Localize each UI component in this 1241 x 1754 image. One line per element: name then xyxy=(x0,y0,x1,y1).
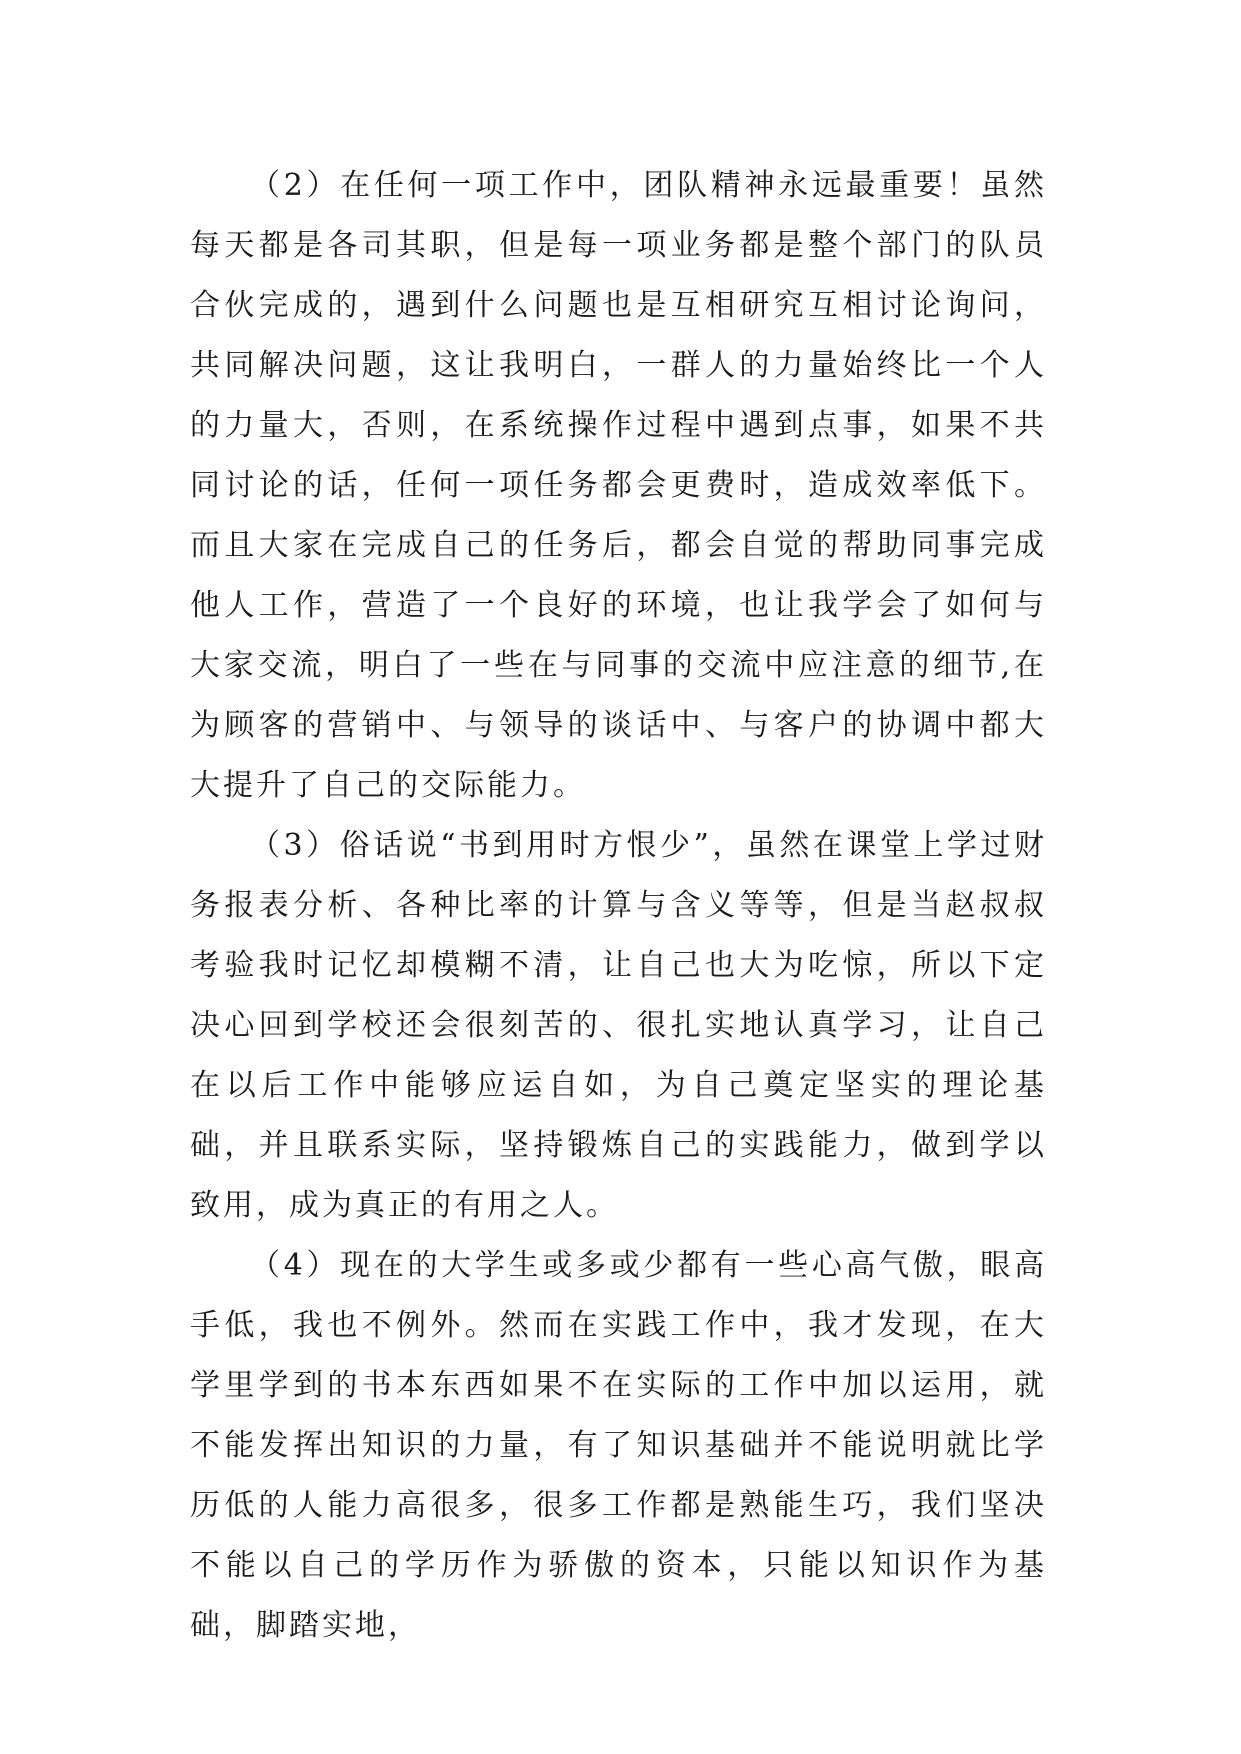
document-body xyxy=(190,156,1047,1656)
paragraph-2: （2）在任何一项工作中，团队精神永远最重要！虽然每天都是各司其职，但是每一项业务都是整个部门的队员合伙完成的，遇到什么问题也是互相研究互相讨论询问，共同解决问题，这让我明白，一群人的力量始终比一个人的力量大，否则，在系统操作过程中遇到点事，如果不共同讨论的话，任何一项任务都会更费时，造成效率低下。而且大家在完成自己的任务后，都会自觉的帮助同事完成他人工作，营造了一个良好的环境，也让我学会了如何与大家交流，明白了一些在与同事的交流中应注意的细节,在为顾客的营销中、与领导的谈话中、与客户的协调中都大大提升了自己的交际能力。 xyxy=(190,168,1047,803)
paragraph-4: （4）现在的大学生或多或少都有一些心高气傲，眼高手低，我也不例外。然而在实践工作中，我才发现，在大学里学到的书本东西如果不在实际的工作中加以运用，就不能发挥出知识的力量，有了知识基础并不能说明就比学历低的人能力高很多，很多工作都是熟能生巧，我们坚决不能以自己的学历作为骄傲的资本，只能以知识作为基础，脚踏实地， xyxy=(190,1248,1047,1643)
paragraph-3: （3）俗话说“书到用时方恨少”，虽然在课堂上学过财务报表分析、各种比率的计算与含义等等，但是当赵叔叔考验我时记忆却模糊不清，让自己也大为吃惊，所以下定决心回到学校还会很刻苦的、很扎实地认真学习，让自己在以后工作中能够应运自如，为自己奠定坚实的理论基础，并且联系实际，坚持锻炼自己的实践能力，做到学以致用，成为真正的有用之人。 xyxy=(190,828,1047,1223)
